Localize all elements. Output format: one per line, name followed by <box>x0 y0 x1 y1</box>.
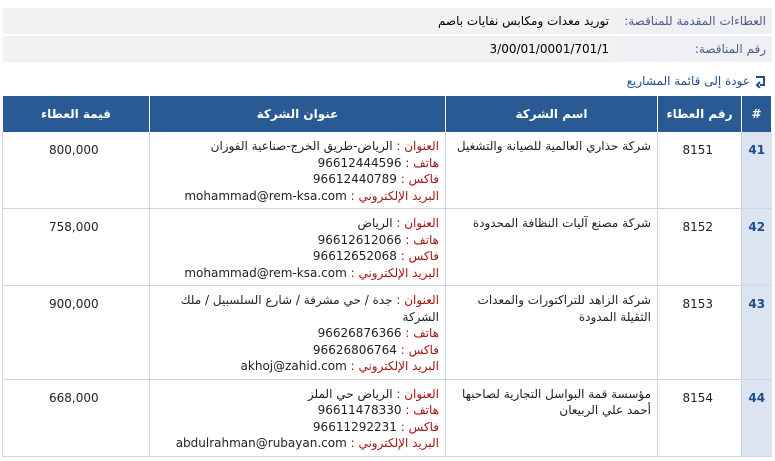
company-name: مؤسسة قمة البواسل التجارية لصاحبها أحمد علي الربيعان <box>446 379 658 456</box>
address-label: العنوان : <box>396 139 439 153</box>
fax-value: 96611292231 <box>312 419 397 434</box>
bids-label: العطاءات المقدمة للمناقصة: <box>615 8 772 34</box>
bid-number: 8152 <box>658 209 742 286</box>
col-index: # <box>742 96 772 132</box>
back-link-label[interactable]: عودة إلى قائمة المشاريع <box>626 74 750 88</box>
address-value: الرياض-طريق الخرج-صناعية الفوزان <box>210 139 393 153</box>
tender-row <box>3 36 772 62</box>
table-row <box>3 286 772 380</box>
table-row <box>3 209 772 286</box>
fax-label: فاكس : <box>400 249 439 263</box>
address-label: العنوان : <box>396 386 439 401</box>
address-value: جدة / حي مشرفة / شارع السلسبيل / ملك الشركة <box>180 293 439 324</box>
email-label: البريد الإلكتروني : <box>350 436 439 450</box>
email-line <box>156 265 439 282</box>
company-name: شركة الزاهد للتراكتورات والمعدات الثقيلة المدودة <box>446 286 658 380</box>
phone-line <box>156 325 439 342</box>
row-index[interactable]: 41 <box>742 132 772 209</box>
table-header <box>3 96 772 132</box>
email-line <box>156 358 439 375</box>
col-company-name: اسم الشركة <box>446 96 658 132</box>
email-label: البريد الإلكتروني : <box>350 265 439 280</box>
bids-table <box>2 96 772 457</box>
phone-value: 96612612066 <box>317 232 402 247</box>
row-index[interactable]: 44 <box>742 379 772 456</box>
row-index[interactable]: 43 <box>742 286 772 380</box>
email-value: mohammad@rem-ksa.com <box>184 188 347 203</box>
company-address-block <box>150 132 446 209</box>
address-line <box>156 386 439 403</box>
phone-line <box>156 232 439 249</box>
bid-number: 8151 <box>658 132 742 209</box>
bid-value: 668,000 <box>3 379 150 456</box>
company-name: شركة مصنع آليات النظافة المحدودة <box>446 209 658 286</box>
page <box>3 6 772 457</box>
email-label: البريد الإلكتروني : <box>350 188 439 203</box>
row-index[interactable]: 42 <box>742 209 772 286</box>
fax-line <box>156 342 439 359</box>
bid-number: 8154 <box>658 379 742 456</box>
fax-label: فاكس : <box>400 172 439 186</box>
address-label: العنوان : <box>396 293 439 307</box>
email-value: mohammad@rem-ksa.com <box>184 265 347 280</box>
fax-value: 96626806764 <box>312 342 397 357</box>
address-line <box>156 292 439 325</box>
phone-label: هاتف : <box>405 155 439 170</box>
company-name: شركة حذاري العالمية للصيانة والتشغيل <box>446 132 658 209</box>
phone-label: هاتف : <box>405 232 439 247</box>
col-bid-number: رقم العطاء <box>658 96 742 132</box>
bid-value: 800,000 <box>3 132 150 209</box>
bid-number: 8153 <box>658 286 742 380</box>
phone-value: 96611478330 <box>317 403 402 417</box>
back-to-projects-link[interactable] <box>3 70 772 92</box>
phone-value: 96612444596 <box>317 155 402 170</box>
company-address-block <box>150 209 446 286</box>
address-label: العنوان : <box>396 216 439 230</box>
tender-info <box>3 6 772 64</box>
fax-value: 96612652068 <box>312 249 397 263</box>
company-address-block <box>150 286 446 380</box>
address-line <box>156 215 439 232</box>
fax-line <box>156 171 439 188</box>
email-line <box>156 188 439 205</box>
fax-line <box>156 419 439 436</box>
address-value: الرياض <box>357 216 393 230</box>
email-value: akhoj@zahid.com <box>240 359 347 373</box>
phone-label: هاتف : <box>405 326 439 340</box>
table-row <box>3 379 772 456</box>
fax-label: فاكس : <box>400 419 439 434</box>
fax-value: 96612440789 <box>312 172 397 186</box>
return-arrow-icon <box>754 74 768 88</box>
fax-line <box>156 248 439 265</box>
bids-row <box>3 8 772 34</box>
bids-value: توريد معدات ومكابس نفايات باصم <box>3 8 615 34</box>
col-company-address: عنوان الشركة <box>150 96 446 132</box>
email-line <box>156 435 439 452</box>
tender-number-value: 3/00/01/0001/701/1 <box>3 36 615 62</box>
address-line <box>156 138 439 155</box>
email-label: البريد الإلكتروني : <box>350 359 439 373</box>
fax-label: فاكس : <box>400 342 439 357</box>
bid-value: 900,000 <box>3 286 150 380</box>
phone-line <box>156 402 439 419</box>
email-value: abdulrahman@rubayan.com <box>175 436 347 450</box>
company-address-block <box>150 379 446 456</box>
col-bid-value: قيمة العطاء <box>3 96 150 132</box>
address-value: الرياض حي الملز <box>307 386 393 401</box>
table-row <box>3 132 772 209</box>
phone-label: هاتف : <box>405 403 439 417</box>
phone-value: 96626876366 <box>317 326 402 340</box>
phone-line <box>156 155 439 172</box>
bid-value: 758,000 <box>3 209 150 286</box>
tender-number-label: رقم المناقصة: <box>615 36 772 62</box>
